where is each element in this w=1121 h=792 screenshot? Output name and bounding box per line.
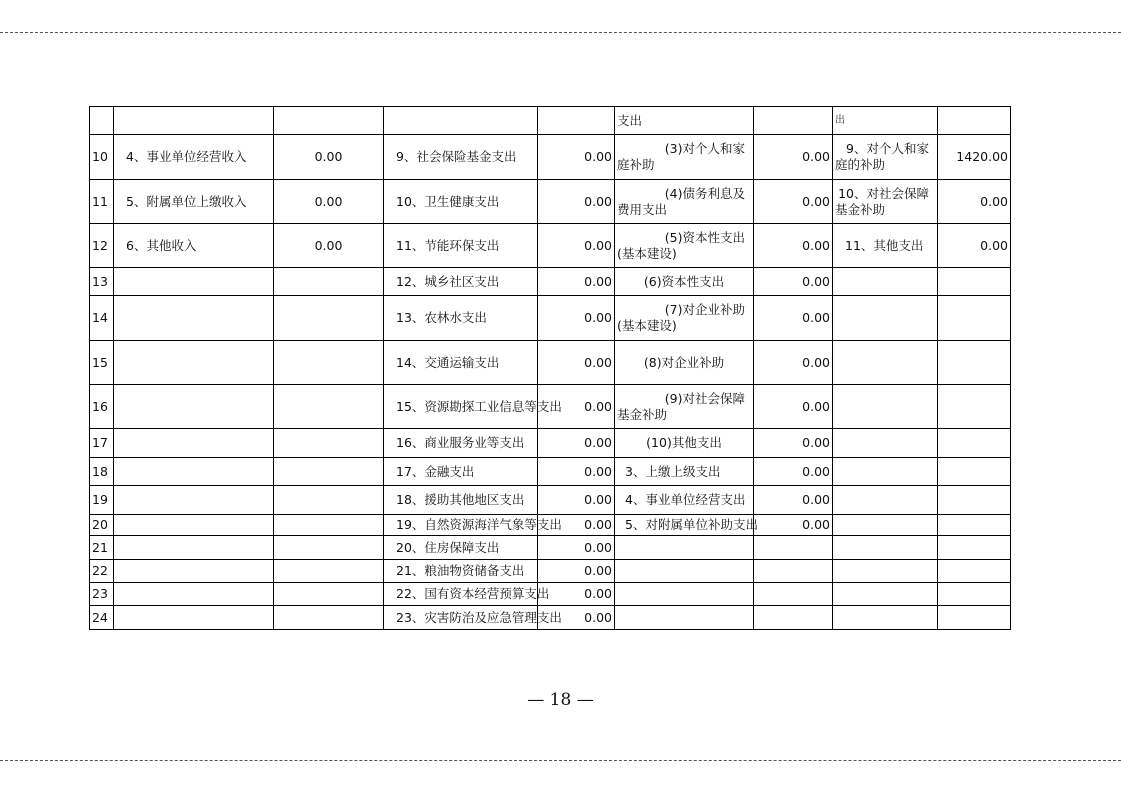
- income-item: [114, 296, 274, 341]
- row-index: 18: [90, 458, 114, 486]
- row-index: 13: [90, 268, 114, 296]
- economic-category: (8)对企业补助: [615, 341, 754, 385]
- government-category: [833, 458, 938, 486]
- row-index: [90, 107, 114, 135]
- income-item: [114, 268, 274, 296]
- economic-category: (6)资本性支出: [615, 268, 754, 296]
- income-item: [114, 583, 274, 606]
- economic-amount: 0.00: [754, 486, 833, 515]
- expense-item: 22、国有资本经营预算支出: [384, 583, 538, 606]
- economic-category-line1: (4)债务利息及: [664, 185, 745, 201]
- government-amount: [938, 107, 1011, 135]
- government-amount: [938, 341, 1011, 385]
- income-item: [114, 606, 274, 630]
- economic-category: 支出: [615, 107, 754, 135]
- economic-category: 5、对附属单位补助支出: [615, 515, 754, 536]
- expense-item: 12、城乡社区支出: [384, 268, 538, 296]
- expense-item: 14、交通运输支出: [384, 341, 538, 385]
- government-category: [833, 385, 938, 429]
- expense-amount: 0.00: [538, 180, 615, 224]
- economic-amount: [754, 583, 833, 606]
- government-category: [833, 515, 938, 536]
- income-item: [114, 515, 274, 536]
- economic-category-line2: 费用支出: [617, 201, 668, 217]
- economic-category: 3、上缴上级支出: [615, 458, 754, 486]
- government-amount: [938, 385, 1011, 429]
- table-row: [90, 296, 1011, 341]
- row-index: 10: [90, 135, 114, 180]
- row-index: 21: [90, 536, 114, 560]
- economic-amount: 0.00: [754, 515, 833, 536]
- government-amount: [938, 296, 1011, 341]
- expense-amount: 0.00: [538, 560, 615, 583]
- economic-category-line2: 庭补助: [617, 157, 655, 172]
- row-index: 17: [90, 429, 114, 458]
- government-amount: [938, 536, 1011, 560]
- government-category: [833, 606, 938, 630]
- table-row: [90, 341, 1011, 385]
- row-index: 23: [90, 583, 114, 606]
- expense-amount: 0.00: [538, 486, 615, 515]
- expense-item: 15、资源勘探工业信息等支出: [384, 385, 538, 429]
- economic-category: [615, 385, 754, 429]
- economic-category-line1: (9)对社会保障: [664, 390, 745, 406]
- economic-amount: [754, 536, 833, 560]
- expense-amount: 0.00: [538, 296, 615, 341]
- income-item: 5、附属单位上缴收入: [114, 180, 274, 224]
- government-amount: [938, 486, 1011, 515]
- government-amount: 1420.00: [938, 135, 1011, 180]
- government-category-line2: 庭的补助: [835, 157, 886, 172]
- expense-amount: [538, 107, 615, 135]
- expense-amount: 0.00: [538, 341, 615, 385]
- income-item: [114, 429, 274, 458]
- income-amount: [274, 536, 384, 560]
- top-dashed-rule: [0, 32, 1121, 33]
- income-amount: [274, 515, 384, 536]
- economic-amount: 0.00: [754, 458, 833, 486]
- government-category: [833, 135, 938, 180]
- table-row: [90, 385, 1011, 429]
- row-index: 24: [90, 606, 114, 630]
- expense-item: 17、金融支出: [384, 458, 538, 486]
- income-amount: [274, 560, 384, 583]
- economic-category: [615, 180, 754, 224]
- government-category: [833, 583, 938, 606]
- income-item: [114, 458, 274, 486]
- economic-amount: 0.00: [754, 224, 833, 268]
- government-category: [833, 296, 938, 341]
- table-row: [90, 560, 1011, 583]
- row-index: 22: [90, 560, 114, 583]
- government-category: [833, 341, 938, 385]
- economic-amount: [754, 107, 833, 135]
- government-category: 11、其他支出: [833, 224, 938, 268]
- economic-category-line2: (基本建设): [617, 245, 677, 261]
- government-category: [833, 429, 938, 458]
- expense-item: 9、社会保险基金支出: [384, 135, 538, 180]
- table-row: [90, 606, 1011, 630]
- row-index: 19: [90, 486, 114, 515]
- expense-item: 20、住房保障支出: [384, 536, 538, 560]
- government-category-line1: 9、对个人和家: [846, 141, 929, 156]
- economic-amount: 0.00: [754, 296, 833, 341]
- income-item: [114, 341, 274, 385]
- economic-category: (10)其他支出: [615, 429, 754, 458]
- expense-item: 23、灾害防治及应急管理支出: [384, 606, 538, 630]
- economic-category: [615, 560, 754, 583]
- income-amount: [274, 458, 384, 486]
- economic-amount: 0.00: [754, 135, 833, 180]
- table-row: [90, 224, 1011, 268]
- income-amount: 0.00: [274, 180, 384, 224]
- table-row: [90, 135, 1011, 180]
- table-row: [90, 458, 1011, 486]
- income-amount: 0.00: [274, 224, 384, 268]
- row-index: 12: [90, 224, 114, 268]
- government-amount: [938, 583, 1011, 606]
- economic-amount: 0.00: [754, 268, 833, 296]
- income-amount: [274, 429, 384, 458]
- income-amount: [274, 606, 384, 630]
- row-index: 20: [90, 515, 114, 536]
- income-item: [114, 107, 274, 135]
- government-category: [833, 536, 938, 560]
- economic-amount: [754, 606, 833, 630]
- economic-category-line1: (7)对企业补助: [664, 302, 745, 317]
- government-category-line1: 10、对社会保障: [838, 185, 929, 201]
- table-row: [90, 515, 1011, 536]
- expense-item: 11、节能环保支出: [384, 224, 538, 268]
- economic-category-line1: (3)对个人和家: [664, 141, 745, 156]
- government-amount: [938, 458, 1011, 486]
- government-amount: [938, 429, 1011, 458]
- income-amount: [274, 385, 384, 429]
- economic-amount: 0.00: [754, 341, 833, 385]
- table-row: [90, 583, 1011, 606]
- income-amount: [274, 583, 384, 606]
- row-index: 16: [90, 385, 114, 429]
- expense-amount: 0.00: [538, 458, 615, 486]
- government-category: [833, 180, 938, 224]
- income-item: [114, 486, 274, 515]
- government-category: 出: [833, 107, 938, 135]
- government-amount: [938, 268, 1011, 296]
- economic-category: [615, 536, 754, 560]
- government-category: [833, 486, 938, 515]
- expense-amount: 0.00: [538, 515, 615, 536]
- budget-table: [89, 106, 1011, 630]
- expense-item: 13、农林水支出: [384, 296, 538, 341]
- expense-amount: 0.00: [538, 606, 615, 630]
- row-index: 15: [90, 341, 114, 385]
- row-index: 14: [90, 296, 114, 341]
- economic-category: [615, 606, 754, 630]
- expense-amount: 0.00: [538, 268, 615, 296]
- government-category-line2: 基金补助: [835, 201, 886, 217]
- expense-amount: 0.00: [538, 135, 615, 180]
- income-item: 6、其他收入: [114, 224, 274, 268]
- bottom-dashed-rule: [0, 760, 1121, 761]
- expense-item: 19、自然资源海洋气象等支出: [384, 515, 538, 536]
- expense-item: 10、卫生健康支出: [384, 180, 538, 224]
- page-number: — 18 —: [527, 690, 594, 710]
- expense-item: 21、粮油物资储备支出: [384, 560, 538, 583]
- economic-category-line2: 基金补助: [617, 406, 668, 422]
- income-item: 4、事业单位经营收入: [114, 135, 274, 180]
- table-row: [90, 486, 1011, 515]
- government-amount: [938, 515, 1011, 536]
- income-amount: [274, 268, 384, 296]
- income-amount: [274, 486, 384, 515]
- table-row: [90, 107, 1011, 135]
- table-row: [90, 180, 1011, 224]
- table-row: [90, 429, 1011, 458]
- expense-amount: 0.00: [538, 536, 615, 560]
- government-category: [833, 268, 938, 296]
- expense-item: 18、援助其他地区支出: [384, 486, 538, 515]
- economic-category: [615, 583, 754, 606]
- income-amount: [274, 296, 384, 341]
- row-index: 11: [90, 180, 114, 224]
- expense-amount: 0.00: [538, 224, 615, 268]
- income-item: [114, 385, 274, 429]
- economic-category: 4、事业单位经营支出: [615, 486, 754, 515]
- economic-category-line1: (5)资本性支出: [664, 229, 745, 245]
- income-amount: [274, 341, 384, 385]
- expense-item: [384, 107, 538, 135]
- income-amount: [274, 107, 384, 135]
- economic-category: [615, 135, 754, 180]
- table-row: [90, 268, 1011, 296]
- expense-amount: 0.00: [538, 385, 615, 429]
- government-amount: [938, 606, 1011, 630]
- income-item: [114, 560, 274, 583]
- income-item: [114, 536, 274, 560]
- expense-amount: 0.00: [538, 429, 615, 458]
- economic-category: [615, 224, 754, 268]
- table-row: [90, 536, 1011, 560]
- expense-amount: 0.00: [538, 583, 615, 606]
- economic-amount: 0.00: [754, 180, 833, 224]
- economic-category-line2: (基本建设): [617, 318, 677, 333]
- government-category: [833, 560, 938, 583]
- income-amount: 0.00: [274, 135, 384, 180]
- government-amount: [938, 560, 1011, 583]
- economic-amount: [754, 560, 833, 583]
- economic-category: [615, 296, 754, 341]
- economic-amount: 0.00: [754, 429, 833, 458]
- expense-item: 16、商业服务业等支出: [384, 429, 538, 458]
- government-amount: 0.00: [938, 224, 1011, 268]
- government-amount: 0.00: [938, 180, 1011, 224]
- economic-amount: 0.00: [754, 385, 833, 429]
